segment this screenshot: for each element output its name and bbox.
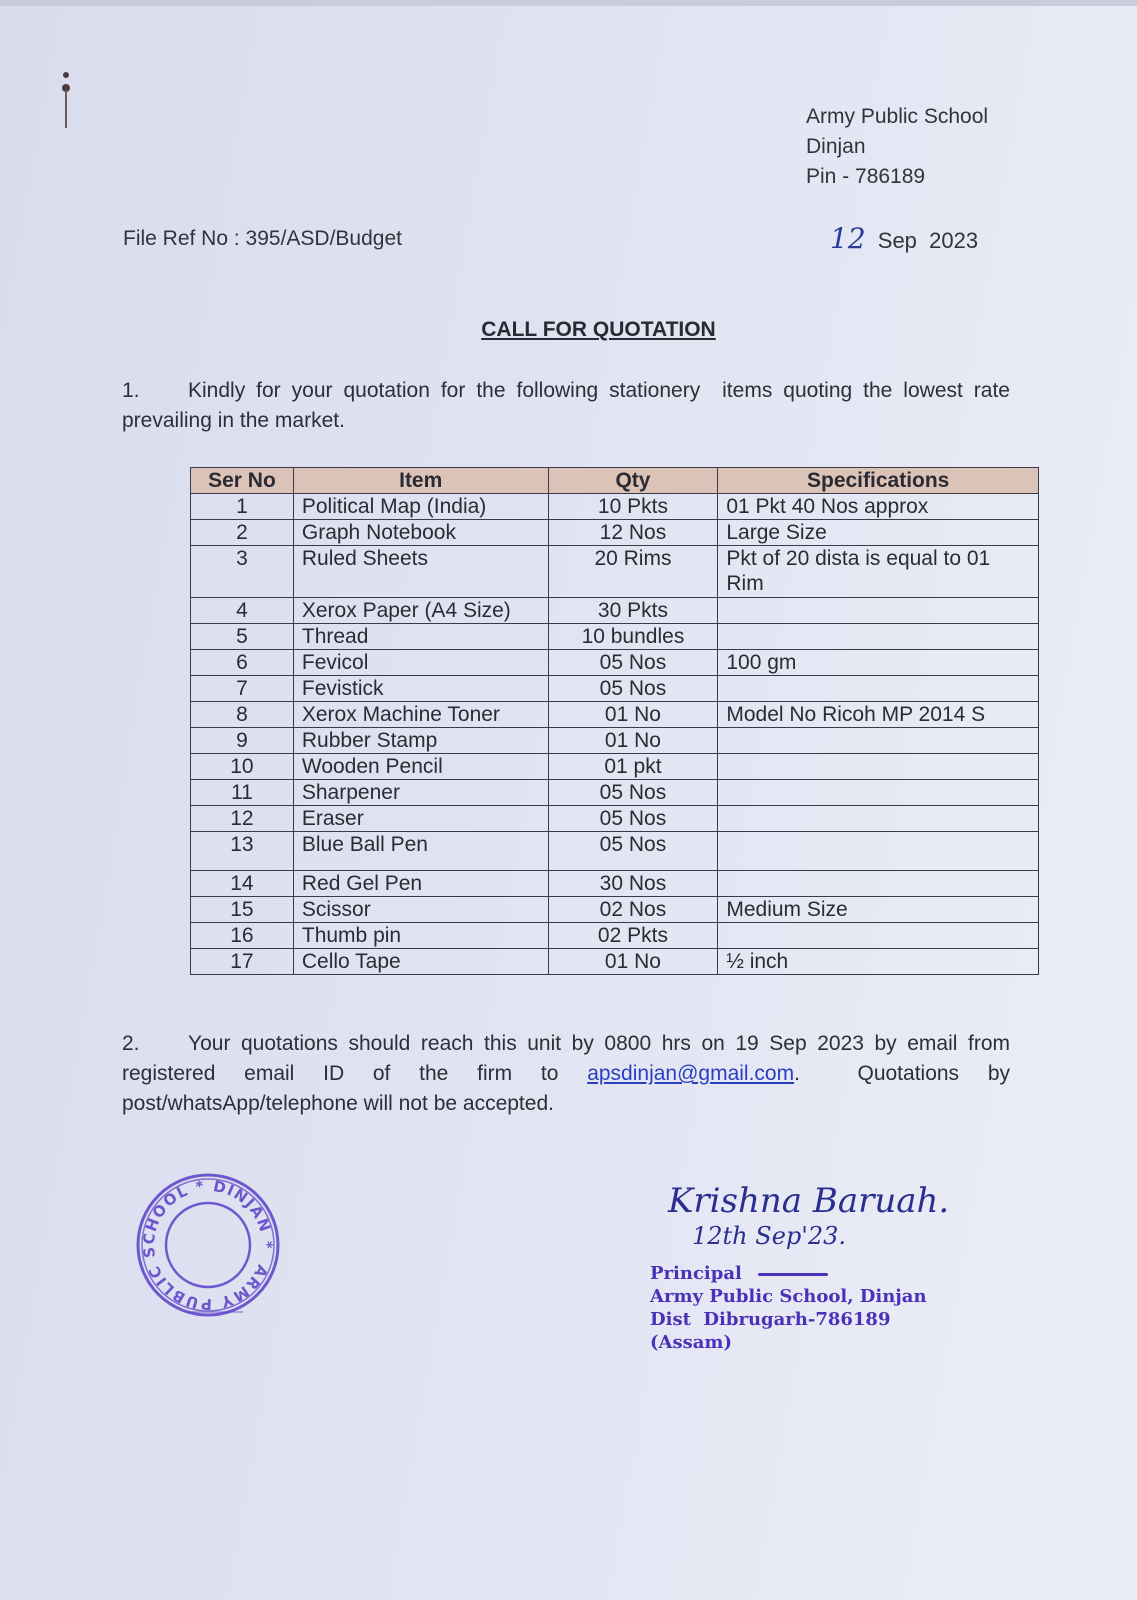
designation-line: Principal	[650, 1263, 742, 1284]
cell-ser-no: 14	[191, 871, 294, 897]
handwritten-day: 12	[830, 222, 866, 255]
cell-specifications	[718, 754, 1039, 780]
items-table	[190, 467, 1039, 975]
cell-qty: 05 Nos	[548, 832, 718, 871]
table-row	[191, 494, 1039, 520]
cell-qty: 01 No	[548, 728, 718, 754]
address-line: Dinjan	[806, 135, 866, 158]
cell-qty: 05 Nos	[548, 780, 718, 806]
cell-specifications: 01 Pkt 40 Nos approx	[718, 494, 1039, 520]
cell-qty: 02 Nos	[548, 897, 718, 923]
paragraph-text-end: . Quotations by post/whatsApp/telephone will not be accepted.	[122, 1062, 1016, 1115]
handwritten-signature	[660, 1172, 960, 1252]
paragraph-2	[122, 1029, 1016, 1119]
table-row	[191, 676, 1039, 702]
paragraph-1	[122, 376, 1016, 436]
address-line: Army Public School	[806, 105, 989, 128]
document-date	[830, 222, 978, 255]
cell-ser-no: 5	[191, 624, 294, 650]
cell-specifications: ½ inch	[718, 949, 1039, 975]
table-row	[191, 806, 1039, 832]
cell-item: Rubber Stamp	[293, 728, 548, 754]
cell-ser-no: 7	[191, 676, 294, 702]
designation-line: Army Public School, Dinjan	[650, 1286, 927, 1307]
cell-specifications	[718, 806, 1039, 832]
cell-specifications: Pkt of 20 dista is equal to 01 Rim	[718, 546, 1039, 598]
cell-specifications	[718, 780, 1039, 806]
cell-ser-no: 13	[191, 832, 294, 871]
cell-qty: 05 Nos	[548, 650, 718, 676]
cell-qty: 05 Nos	[548, 676, 718, 702]
paragraph-text: Your quotations should reach this unit by 0800 hrs on 19 Sep 2023 by email from registered email ID of the firm to	[122, 1032, 1010, 1085]
table-row	[191, 650, 1039, 676]
cell-item: Sharpener	[293, 780, 548, 806]
cell-specifications	[718, 728, 1039, 754]
cell-ser-no: 3	[191, 546, 294, 598]
cell-specifications	[718, 923, 1039, 949]
signature-name: Krishna Baruah.	[668, 1181, 950, 1221]
table-row	[191, 702, 1039, 728]
table-row	[191, 624, 1039, 650]
table-row	[191, 546, 1039, 598]
email-link[interactable]: apsdinjan@gmail.com	[587, 1062, 795, 1085]
file-reference: File Ref No : 395/ASD/Budget	[123, 227, 402, 250]
svg-text:ARMY PUBLIC SCHOOL * DINJAN *	[133, 1170, 283, 1320]
cell-qty: 01 pkt	[548, 754, 718, 780]
punch-mark-icon	[62, 72, 70, 130]
cell-specifications	[718, 832, 1039, 871]
table-row	[191, 728, 1039, 754]
cell-item: Blue Ball Pen	[293, 832, 548, 871]
designation-line: Dist Dibrugarh-786189	[650, 1309, 891, 1330]
cell-item: Scissor	[293, 897, 548, 923]
signature-date: 12th Sep'23.	[692, 1222, 847, 1250]
cell-ser-no: 4	[191, 598, 294, 624]
cell-ser-no: 15	[191, 897, 294, 923]
cell-ser-no: 2	[191, 520, 294, 546]
cell-item: Thumb pin	[293, 923, 548, 949]
cell-specifications: Large Size	[718, 520, 1039, 546]
cell-ser-no: 12	[191, 806, 294, 832]
header-qty: Qty	[548, 468, 718, 494]
principal-designation-stamp	[650, 1262, 927, 1354]
cell-item: Thread	[293, 624, 548, 650]
cell-ser-no: 8	[191, 702, 294, 728]
cell-item: Graph Notebook	[293, 520, 548, 546]
table-row	[191, 923, 1039, 949]
printed-month-year: Sep 2023	[877, 228, 979, 253]
cell-specifications: Model No Ricoh MP 2014 S	[718, 702, 1039, 728]
cell-ser-no: 9	[191, 728, 294, 754]
table-row	[191, 871, 1039, 897]
cell-item: Political Map (India)	[293, 494, 548, 520]
paper-edge	[0, 0, 1137, 6]
cell-item: Xerox Paper (A4 Size)	[293, 598, 548, 624]
cell-specifications	[718, 624, 1039, 650]
paragraph-number: 2.	[122, 1032, 140, 1055]
cell-qty: 30 Pkts	[548, 598, 718, 624]
cell-ser-no: 10	[191, 754, 294, 780]
table-row	[191, 780, 1039, 806]
cell-item: Fevicol	[293, 650, 548, 676]
cell-qty: 02 Pkts	[548, 923, 718, 949]
table-header-row	[191, 468, 1039, 494]
cell-qty: 20 Rims	[548, 546, 718, 598]
table-row	[191, 897, 1039, 923]
cell-specifications: 100 gm	[718, 650, 1039, 676]
designation-line: (Assam)	[650, 1332, 732, 1353]
table-row	[191, 949, 1039, 975]
header-item: Item	[293, 468, 548, 494]
cell-qty: 10 bundles	[548, 624, 718, 650]
header-ser-no: Ser No	[191, 468, 294, 494]
cell-ser-no: 1	[191, 494, 294, 520]
cell-ser-no: 16	[191, 923, 294, 949]
cell-item: Xerox Machine Toner	[293, 702, 548, 728]
cell-specifications	[718, 676, 1039, 702]
table-row	[191, 754, 1039, 780]
cell-item: Eraser	[293, 806, 548, 832]
cell-qty: 30 Nos	[548, 871, 718, 897]
cell-ser-no: 17	[191, 949, 294, 975]
cell-item: Red Gel Pen	[293, 871, 548, 897]
cell-qty: 01 No	[548, 949, 718, 975]
cell-qty: 10 Pkts	[548, 494, 718, 520]
seal-text: ARMY PUBLIC SCHOOL * DINJAN *	[139, 1176, 277, 1314]
cell-ser-no: 6	[191, 650, 294, 676]
cell-item: Cello Tape	[293, 949, 548, 975]
paragraph-number: 1.	[122, 379, 140, 402]
cell-item: Ruled Sheets	[293, 546, 548, 598]
cell-specifications: Medium Size	[718, 897, 1039, 923]
cell-specifications	[718, 598, 1039, 624]
table-row	[191, 832, 1039, 871]
document-title-wrap	[0, 318, 1137, 342]
address-line: Pin - 786189	[806, 165, 926, 188]
cell-ser-no: 11	[191, 780, 294, 806]
stamp-smudge	[758, 1273, 828, 1276]
cell-qty: 12 Nos	[548, 520, 718, 546]
cell-qty: 01 No	[548, 702, 718, 728]
paragraph-text: Kindly for your quotation for the following stationery items quoting the lowest rate prevailing in the market.	[122, 379, 1016, 432]
cell-item: Wooden Pencil	[293, 754, 548, 780]
table-row	[191, 598, 1039, 624]
cell-item: Fevistick	[293, 676, 548, 702]
school-seal-stamp	[133, 1170, 283, 1320]
cell-qty: 05 Nos	[548, 806, 718, 832]
school-address	[806, 102, 988, 192]
document-title: CALL FOR QUOTATION	[481, 318, 716, 341]
header-specifications: Specifications	[718, 468, 1039, 494]
table-row	[191, 520, 1039, 546]
cell-specifications	[718, 871, 1039, 897]
